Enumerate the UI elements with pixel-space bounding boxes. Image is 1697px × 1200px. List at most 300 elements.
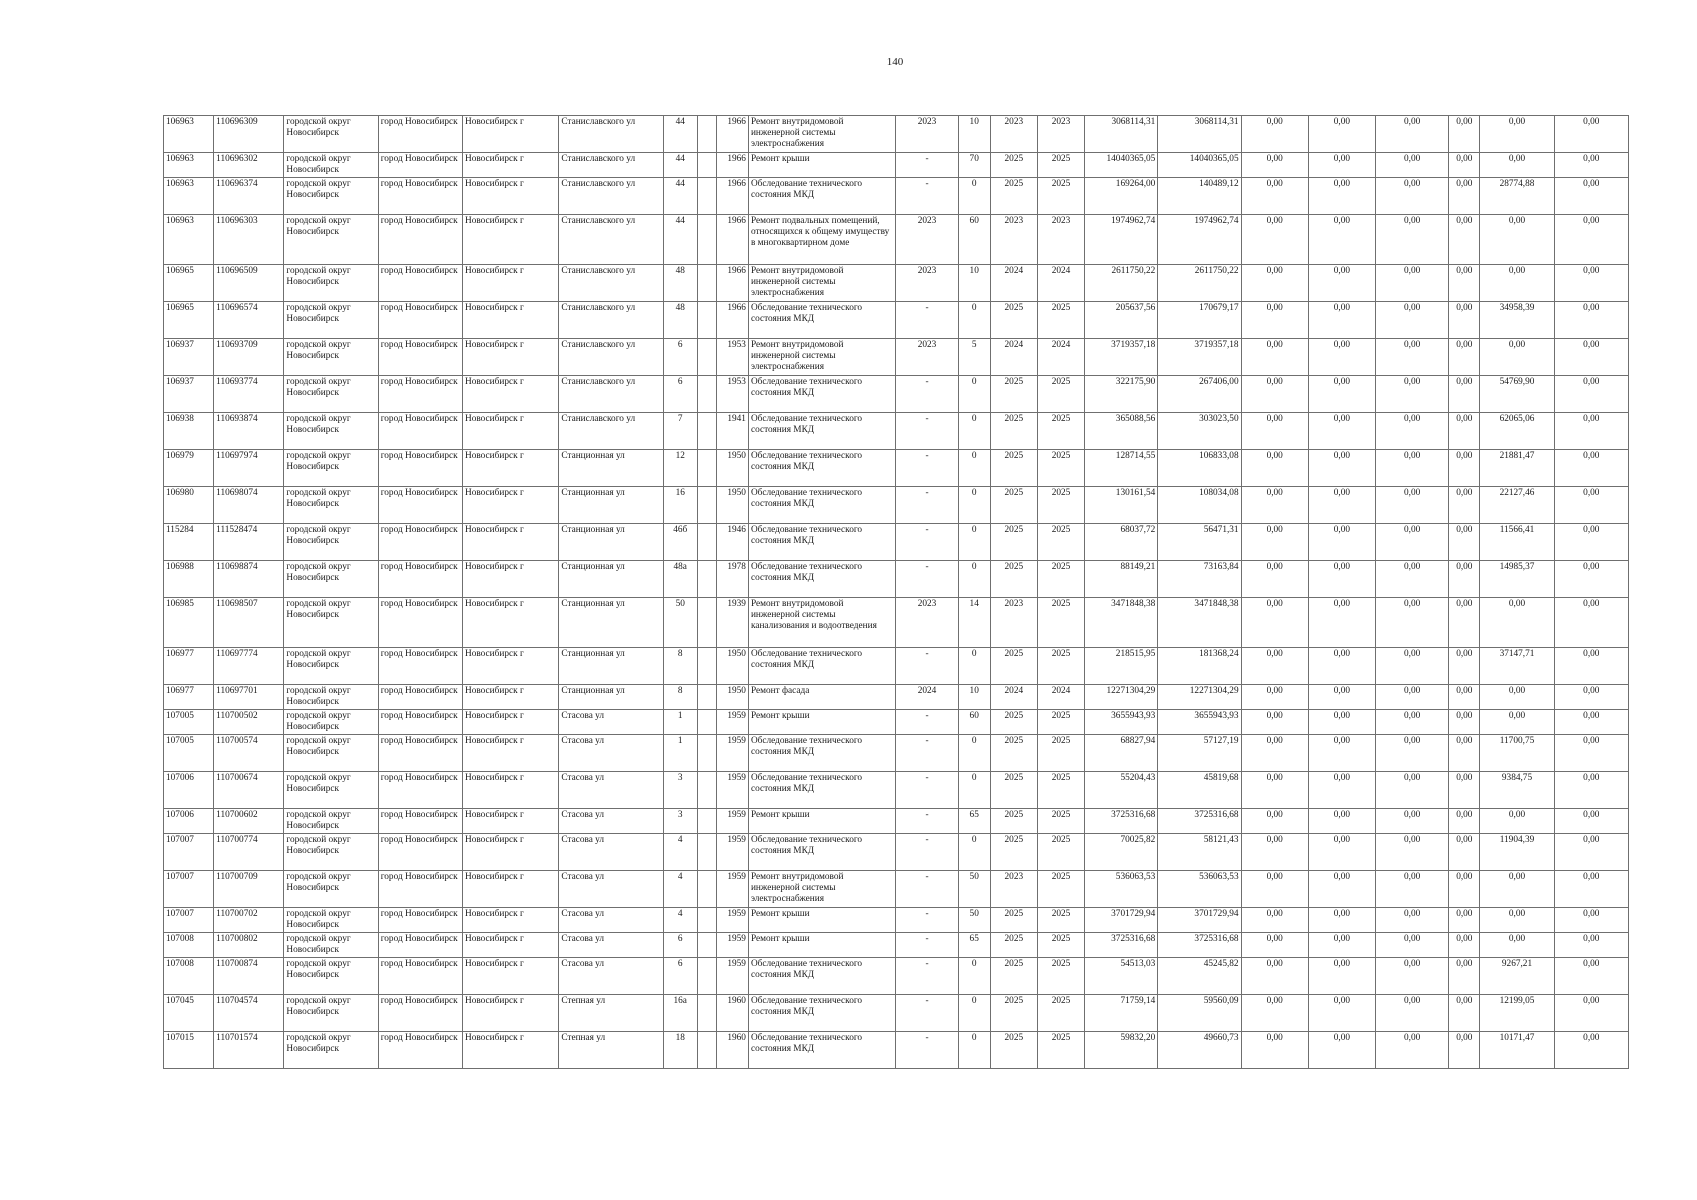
- cell-house-id: 106963: [164, 215, 214, 265]
- cell-cost-col-19: 0,00: [1376, 302, 1449, 339]
- cell-house-number: 18: [663, 1032, 697, 1069]
- cell-fund-cost: 3655943,93: [1158, 710, 1241, 735]
- cell-work-type: Обследование технического состояния МКД: [748, 302, 896, 339]
- cell-building: [697, 809, 716, 834]
- cell-street: Станиславского ул: [559, 215, 663, 265]
- cell-cost-col-18: 0,00: [1308, 339, 1375, 376]
- cell-start-year: 2025: [990, 153, 1037, 178]
- cell-cost-col-17: 0,00: [1241, 710, 1308, 735]
- cell-city: Новосибирск г: [462, 735, 558, 772]
- cell-build-year: 1953: [716, 339, 748, 376]
- cell-total-cost: 3719357,18: [1085, 339, 1158, 376]
- cell-fund-cost: 45819,68: [1158, 772, 1241, 809]
- cell-house-number: 4: [663, 908, 697, 933]
- cell-cost-col-17: 0,00: [1241, 995, 1308, 1032]
- cell-house-id: 107008: [164, 933, 214, 958]
- cell-work-id: 110700802: [214, 933, 284, 958]
- cell-cost-col-22: 0,00: [1554, 735, 1628, 772]
- cell-city: Новосибирск г: [462, 772, 558, 809]
- cell-building: [697, 153, 716, 178]
- cell-build-year: 1978: [716, 561, 748, 598]
- cell-end-year: 2025: [1037, 648, 1084, 685]
- cell-cost-col-19: 0,00: [1376, 215, 1449, 265]
- cell-building: [697, 413, 716, 450]
- cell-work-type: Ремонт крыши: [748, 809, 896, 834]
- cell-wear-percent: 10: [958, 685, 990, 710]
- cell-wear-percent: 65: [958, 933, 990, 958]
- cell-settlement: город Новосибирск: [378, 772, 462, 809]
- cell-cost-col-20: 0,00: [1449, 339, 1480, 376]
- cell-cost-col-18: 0,00: [1308, 1032, 1375, 1069]
- cell-fund-cost: 3471848,38: [1158, 598, 1241, 648]
- cell-cost-col-22: 0,00: [1554, 487, 1628, 524]
- cell-cost-col-22: 0,00: [1554, 302, 1628, 339]
- cell-house-number: 48: [663, 265, 697, 302]
- cell-end-year: 2025: [1037, 834, 1084, 871]
- cell-start-year: 2025: [990, 524, 1037, 561]
- cell-start-year: 2025: [990, 561, 1037, 598]
- cell-work-type: Ремонт фасада: [748, 685, 896, 710]
- cell-cost-col-17: 0,00: [1241, 933, 1308, 958]
- table-row: [164, 648, 1629, 685]
- table-row: [164, 487, 1629, 524]
- cell-work-type: Ремонт внутридомовой инженерной системы электроснабжения: [748, 871, 896, 908]
- table-row: [164, 265, 1629, 302]
- table-row: [164, 933, 1629, 958]
- cell-work-id: 110704574: [214, 995, 284, 1032]
- cell-cost-col-18: 0,00: [1308, 933, 1375, 958]
- cell-house-number: 12: [663, 450, 697, 487]
- cell-municipal-district: городской округ Новосибирск: [284, 871, 378, 908]
- cell-cost-col-17: 0,00: [1241, 772, 1308, 809]
- table-row: [164, 809, 1629, 834]
- cell-end-year: 2025: [1037, 933, 1084, 958]
- cell-start-year: 2024: [990, 685, 1037, 710]
- cell-municipal-district: городской округ Новосибирск: [284, 178, 378, 215]
- cell-end-year: 2025: [1037, 710, 1084, 735]
- cell-city: Новосибирск г: [462, 598, 558, 648]
- cell-fund-cost: 3701729,94: [1158, 908, 1241, 933]
- cell-street: Стасова ул: [559, 834, 663, 871]
- cell-end-year: 2025: [1037, 735, 1084, 772]
- cell-building: [697, 995, 716, 1032]
- cell-house-id: 107007: [164, 871, 214, 908]
- cell-build-year: 1966: [716, 153, 748, 178]
- cell-end-year: 2025: [1037, 178, 1084, 215]
- table-row: [164, 561, 1629, 598]
- cell-municipal-district: городской округ Новосибирск: [284, 908, 378, 933]
- cell-wear-percent: 65: [958, 809, 990, 834]
- cell-fund-cost: 45245,82: [1158, 958, 1241, 995]
- cell-street: Станционная ул: [559, 598, 663, 648]
- cell-building: [697, 1032, 716, 1069]
- cell-settlement: город Новосибирск: [378, 710, 462, 735]
- cell-street: Стасова ул: [559, 871, 663, 908]
- cell-cost-col-22: 0,00: [1554, 598, 1628, 648]
- cell-work-type: Обследование технического состояния МКД: [748, 995, 896, 1032]
- cell-cost-col-20: 0,00: [1449, 958, 1480, 995]
- cell-house-id: 106963: [164, 116, 214, 153]
- cell-owner-funds: 0,00: [1480, 215, 1554, 265]
- cell-work-id: 110698507: [214, 598, 284, 648]
- cell-plan-year: -: [896, 710, 958, 735]
- cell-work-id: 110696303: [214, 215, 284, 265]
- cell-cost-col-18: 0,00: [1308, 735, 1375, 772]
- cell-work-type: Обследование технического состояния МКД: [748, 735, 896, 772]
- cell-end-year: 2023: [1037, 116, 1084, 153]
- cell-start-year: 2025: [990, 908, 1037, 933]
- cell-settlement: город Новосибирск: [378, 871, 462, 908]
- cell-cost-col-20: 0,00: [1449, 933, 1480, 958]
- cell-total-cost: 3655943,93: [1085, 710, 1158, 735]
- cell-street: Станиславского ул: [559, 265, 663, 302]
- cell-owner-funds: 0,00: [1480, 908, 1554, 933]
- cell-work-id: 110700502: [214, 710, 284, 735]
- cell-end-year: 2025: [1037, 598, 1084, 648]
- cell-start-year: 2023: [990, 215, 1037, 265]
- cell-wear-percent: 10: [958, 116, 990, 153]
- cell-end-year: 2025: [1037, 450, 1084, 487]
- cell-end-year: 2025: [1037, 561, 1084, 598]
- cell-wear-percent: 0: [958, 302, 990, 339]
- cell-city: Новосибирск г: [462, 908, 558, 933]
- cell-cost-col-17: 0,00: [1241, 648, 1308, 685]
- cell-municipal-district: городской округ Новосибирск: [284, 648, 378, 685]
- table-row: [164, 413, 1629, 450]
- cell-end-year: 2025: [1037, 772, 1084, 809]
- cell-cost-col-20: 0,00: [1449, 908, 1480, 933]
- cell-cost-col-22: 0,00: [1554, 908, 1628, 933]
- cell-house-number: 8: [663, 685, 697, 710]
- cell-build-year: 1950: [716, 450, 748, 487]
- cell-street: Станиславского ул: [559, 116, 663, 153]
- cell-total-cost: 14040365,05: [1085, 153, 1158, 178]
- page-number: 140: [886, 56, 904, 68]
- cell-cost-col-18: 0,00: [1308, 710, 1375, 735]
- cell-start-year: 2025: [990, 834, 1037, 871]
- cell-cost-col-17: 0,00: [1241, 958, 1308, 995]
- cell-cost-col-22: 0,00: [1554, 178, 1628, 215]
- cell-house-id: 106985: [164, 598, 214, 648]
- cell-total-cost: 3471848,38: [1085, 598, 1158, 648]
- cell-owner-funds: 0,00: [1480, 809, 1554, 834]
- cell-wear-percent: 10: [958, 265, 990, 302]
- cell-settlement: город Новосибирск: [378, 933, 462, 958]
- cell-build-year: 1941: [716, 413, 748, 450]
- cell-settlement: город Новосибирск: [378, 265, 462, 302]
- table-row: [164, 772, 1629, 809]
- cell-build-year: 1960: [716, 1032, 748, 1069]
- cell-municipal-district: городской округ Новосибирск: [284, 958, 378, 995]
- cell-work-type: Ремонт крыши: [748, 908, 896, 933]
- cell-start-year: 2023: [990, 871, 1037, 908]
- cell-build-year: 1959: [716, 809, 748, 834]
- cell-end-year: 2025: [1037, 809, 1084, 834]
- cell-house-number: 4: [663, 871, 697, 908]
- cell-cost-col-20: 0,00: [1449, 648, 1480, 685]
- cell-owner-funds: 54769,90: [1480, 376, 1554, 413]
- cell-street: Степная ул: [559, 995, 663, 1032]
- cell-plan-year: -: [896, 302, 958, 339]
- cell-total-cost: 218515,95: [1085, 648, 1158, 685]
- cell-total-cost: 68037,72: [1085, 524, 1158, 561]
- cell-building: [697, 450, 716, 487]
- cell-cost-col-19: 0,00: [1376, 933, 1449, 958]
- cell-owner-funds: 10171,47: [1480, 1032, 1554, 1069]
- cell-cost-col-20: 0,00: [1449, 487, 1480, 524]
- cell-cost-col-22: 0,00: [1554, 339, 1628, 376]
- cell-municipal-district: городской округ Новосибирск: [284, 598, 378, 648]
- cell-house-id: 107008: [164, 958, 214, 995]
- cell-building: [697, 834, 716, 871]
- table-row: [164, 302, 1629, 339]
- cell-building: [697, 871, 716, 908]
- cell-build-year: 1953: [716, 376, 748, 413]
- cell-owner-funds: 9384,75: [1480, 772, 1554, 809]
- cell-fund-cost: 57127,19: [1158, 735, 1241, 772]
- cell-total-cost: 55204,43: [1085, 772, 1158, 809]
- cell-start-year: 2025: [990, 302, 1037, 339]
- cell-work-id: 110696374: [214, 178, 284, 215]
- cell-end-year: 2025: [1037, 995, 1084, 1032]
- cell-street: Станционная ул: [559, 450, 663, 487]
- cell-cost-col-17: 0,00: [1241, 178, 1308, 215]
- cell-wear-percent: 0: [958, 958, 990, 995]
- cell-settlement: город Новосибирск: [378, 302, 462, 339]
- cell-work-type: Ремонт крыши: [748, 933, 896, 958]
- cell-house-number: 3: [663, 809, 697, 834]
- cell-plan-year: -: [896, 561, 958, 598]
- cell-cost-col-19: 0,00: [1376, 958, 1449, 995]
- cell-street: Стасова ул: [559, 735, 663, 772]
- cell-plan-year: 2023: [896, 215, 958, 265]
- cell-work-type: Обследование технического состояния МКД: [748, 487, 896, 524]
- cell-municipal-district: городской округ Новосибирск: [284, 561, 378, 598]
- cell-cost-col-18: 0,00: [1308, 215, 1375, 265]
- cell-work-type: Обследование технического состояния МКД: [748, 1032, 896, 1069]
- cell-build-year: 1959: [716, 834, 748, 871]
- cell-total-cost: 3725316,68: [1085, 809, 1158, 834]
- cell-city: Новосибирск г: [462, 809, 558, 834]
- cell-settlement: город Новосибирск: [378, 413, 462, 450]
- cell-cost-col-19: 0,00: [1376, 450, 1449, 487]
- table-row: [164, 153, 1629, 178]
- cell-start-year: 2025: [990, 178, 1037, 215]
- cell-house-number: 8: [663, 648, 697, 685]
- cell-cost-col-18: 0,00: [1308, 772, 1375, 809]
- cell-work-type: Обследование технического состояния МКД: [748, 413, 896, 450]
- cell-cost-col-22: 0,00: [1554, 215, 1628, 265]
- cell-work-type: Обследование технического состояния МКД: [748, 524, 896, 561]
- cell-fund-cost: 73163,84: [1158, 561, 1241, 598]
- cell-building: [697, 376, 716, 413]
- cell-house-id: 106937: [164, 376, 214, 413]
- cell-owner-funds: 0,00: [1480, 116, 1554, 153]
- cell-cost-col-22: 0,00: [1554, 450, 1628, 487]
- table-row: [164, 178, 1629, 215]
- cell-wear-percent: 5: [958, 339, 990, 376]
- cell-work-id: 111528474: [214, 524, 284, 561]
- cell-city: Новосибирск г: [462, 834, 558, 871]
- cell-cost-col-17: 0,00: [1241, 809, 1308, 834]
- table-row: [164, 598, 1629, 648]
- cell-cost-col-18: 0,00: [1308, 871, 1375, 908]
- cell-end-year: 2025: [1037, 376, 1084, 413]
- cell-total-cost: 322175,90: [1085, 376, 1158, 413]
- cell-city: Новосибирск г: [462, 487, 558, 524]
- cell-fund-cost: 181368,24: [1158, 648, 1241, 685]
- cell-cost-col-17: 0,00: [1241, 450, 1308, 487]
- cell-total-cost: 169264,00: [1085, 178, 1158, 215]
- cell-street: Станиславского ул: [559, 178, 663, 215]
- cell-house-id: 107007: [164, 834, 214, 871]
- cell-cost-col-18: 0,00: [1308, 487, 1375, 524]
- cell-cost-col-17: 0,00: [1241, 735, 1308, 772]
- cell-plan-year: -: [896, 487, 958, 524]
- cell-cost-col-18: 0,00: [1308, 908, 1375, 933]
- cell-municipal-district: городской округ Новосибирск: [284, 450, 378, 487]
- cell-cost-col-19: 0,00: [1376, 487, 1449, 524]
- cell-owner-funds: 12199,05: [1480, 995, 1554, 1032]
- cell-house-id: 107007: [164, 908, 214, 933]
- cell-plan-year: 2023: [896, 339, 958, 376]
- table-body: [164, 116, 1629, 1069]
- cell-work-type: Ремонт подвальных помещений, относящихся к общему имуществу в многоквартирном доме: [748, 215, 896, 265]
- cell-owner-funds: 28774,88: [1480, 178, 1554, 215]
- cell-wear-percent: 50: [958, 871, 990, 908]
- cell-street: Стасова ул: [559, 958, 663, 995]
- table-row: [164, 735, 1629, 772]
- cell-house-id: 107006: [164, 772, 214, 809]
- cell-cost-col-22: 0,00: [1554, 376, 1628, 413]
- cell-cost-col-17: 0,00: [1241, 116, 1308, 153]
- cell-cost-col-18: 0,00: [1308, 598, 1375, 648]
- table-row: [164, 995, 1629, 1032]
- cell-city: Новосибирск г: [462, 302, 558, 339]
- cell-cost-col-20: 0,00: [1449, 710, 1480, 735]
- cell-start-year: 2025: [990, 450, 1037, 487]
- cell-fund-cost: 3068114,31: [1158, 116, 1241, 153]
- cell-cost-col-19: 0,00: [1376, 598, 1449, 648]
- cell-municipal-district: городской округ Новосибирск: [284, 933, 378, 958]
- cell-work-id: 110696309: [214, 116, 284, 153]
- table-row: [164, 116, 1629, 153]
- cell-fund-cost: 2611750,22: [1158, 265, 1241, 302]
- cell-work-type: Обследование технического состояния МКД: [748, 772, 896, 809]
- cell-cost-col-17: 0,00: [1241, 524, 1308, 561]
- cell-cost-col-17: 0,00: [1241, 339, 1308, 376]
- cell-cost-col-18: 0,00: [1308, 450, 1375, 487]
- cell-street: Стасова ул: [559, 772, 663, 809]
- cell-cost-col-19: 0,00: [1376, 648, 1449, 685]
- cell-cost-col-17: 0,00: [1241, 1032, 1308, 1069]
- cell-house-number: 3: [663, 772, 697, 809]
- table-row: [164, 834, 1629, 871]
- cell-total-cost: 70025,82: [1085, 834, 1158, 871]
- cell-work-type: Обследование технического состояния МКД: [748, 561, 896, 598]
- cell-street: Станционная ул: [559, 524, 663, 561]
- cell-municipal-district: городской округ Новосибирск: [284, 1032, 378, 1069]
- cell-street: Стасова ул: [559, 710, 663, 735]
- cell-building: [697, 215, 716, 265]
- cell-build-year: 1946: [716, 524, 748, 561]
- cell-start-year: 2025: [990, 710, 1037, 735]
- cell-house-id: 115284: [164, 524, 214, 561]
- cell-building: [697, 933, 716, 958]
- cell-start-year: 2025: [990, 933, 1037, 958]
- cell-municipal-district: городской округ Новосибирск: [284, 153, 378, 178]
- cell-plan-year: -: [896, 153, 958, 178]
- cell-total-cost: 54513,03: [1085, 958, 1158, 995]
- cell-cost-col-20: 0,00: [1449, 215, 1480, 265]
- cell-municipal-district: городской округ Новосибирск: [284, 116, 378, 153]
- cell-house-number: 6: [663, 958, 697, 995]
- cell-build-year: 1966: [716, 215, 748, 265]
- cell-building: [697, 339, 716, 376]
- cell-cost-col-18: 0,00: [1308, 302, 1375, 339]
- cell-city: Новосибирск г: [462, 685, 558, 710]
- cell-city: Новосибирск г: [462, 215, 558, 265]
- cell-cost-col-22: 0,00: [1554, 710, 1628, 735]
- cell-fund-cost: 108034,08: [1158, 487, 1241, 524]
- cell-wear-percent: 0: [958, 995, 990, 1032]
- cell-cost-col-18: 0,00: [1308, 995, 1375, 1032]
- cell-cost-col-17: 0,00: [1241, 302, 1308, 339]
- cell-owner-funds: 37147,71: [1480, 648, 1554, 685]
- cell-cost-col-20: 0,00: [1449, 995, 1480, 1032]
- cell-cost-col-18: 0,00: [1308, 413, 1375, 450]
- cell-house-number: 6: [663, 339, 697, 376]
- cell-build-year: 1959: [716, 908, 748, 933]
- cell-build-year: 1966: [716, 178, 748, 215]
- cell-owner-funds: 0,00: [1480, 685, 1554, 710]
- cell-house-number: 44: [663, 153, 697, 178]
- cell-cost-col-20: 0,00: [1449, 450, 1480, 487]
- cell-cost-col-18: 0,00: [1308, 116, 1375, 153]
- cell-street: Станционная ул: [559, 685, 663, 710]
- cell-cost-col-17: 0,00: [1241, 685, 1308, 710]
- cell-build-year: 1966: [716, 116, 748, 153]
- cell-cost-col-19: 0,00: [1376, 178, 1449, 215]
- table-row: [164, 450, 1629, 487]
- cell-settlement: город Новосибирск: [378, 561, 462, 598]
- cell-settlement: город Новосибирск: [378, 598, 462, 648]
- cell-work-id: 110701574: [214, 1032, 284, 1069]
- cell-house-id: 106965: [164, 302, 214, 339]
- cell-work-id: 110693874: [214, 413, 284, 450]
- cell-wear-percent: 50: [958, 908, 990, 933]
- cell-wear-percent: 0: [958, 524, 990, 561]
- cell-fund-cost: 3725316,68: [1158, 809, 1241, 834]
- cell-cost-col-22: 0,00: [1554, 834, 1628, 871]
- cell-total-cost: 2611750,22: [1085, 265, 1158, 302]
- cell-municipal-district: городской округ Новосибирск: [284, 413, 378, 450]
- cell-cost-col-19: 0,00: [1376, 685, 1449, 710]
- cell-city: Новосибирск г: [462, 648, 558, 685]
- cell-cost-col-18: 0,00: [1308, 648, 1375, 685]
- cell-end-year: 2025: [1037, 487, 1084, 524]
- cell-house-id: 107015: [164, 1032, 214, 1069]
- cell-settlement: город Новосибирск: [378, 958, 462, 995]
- cell-cost-col-22: 0,00: [1554, 933, 1628, 958]
- cell-start-year: 2023: [990, 598, 1037, 648]
- cell-owner-funds: 11700,75: [1480, 735, 1554, 772]
- cell-work-id: 110697701: [214, 685, 284, 710]
- cell-cost-col-20: 0,00: [1449, 871, 1480, 908]
- cell-cost-col-22: 0,00: [1554, 1032, 1628, 1069]
- cell-city: Новосибирск г: [462, 710, 558, 735]
- cell-owner-funds: 14985,37: [1480, 561, 1554, 598]
